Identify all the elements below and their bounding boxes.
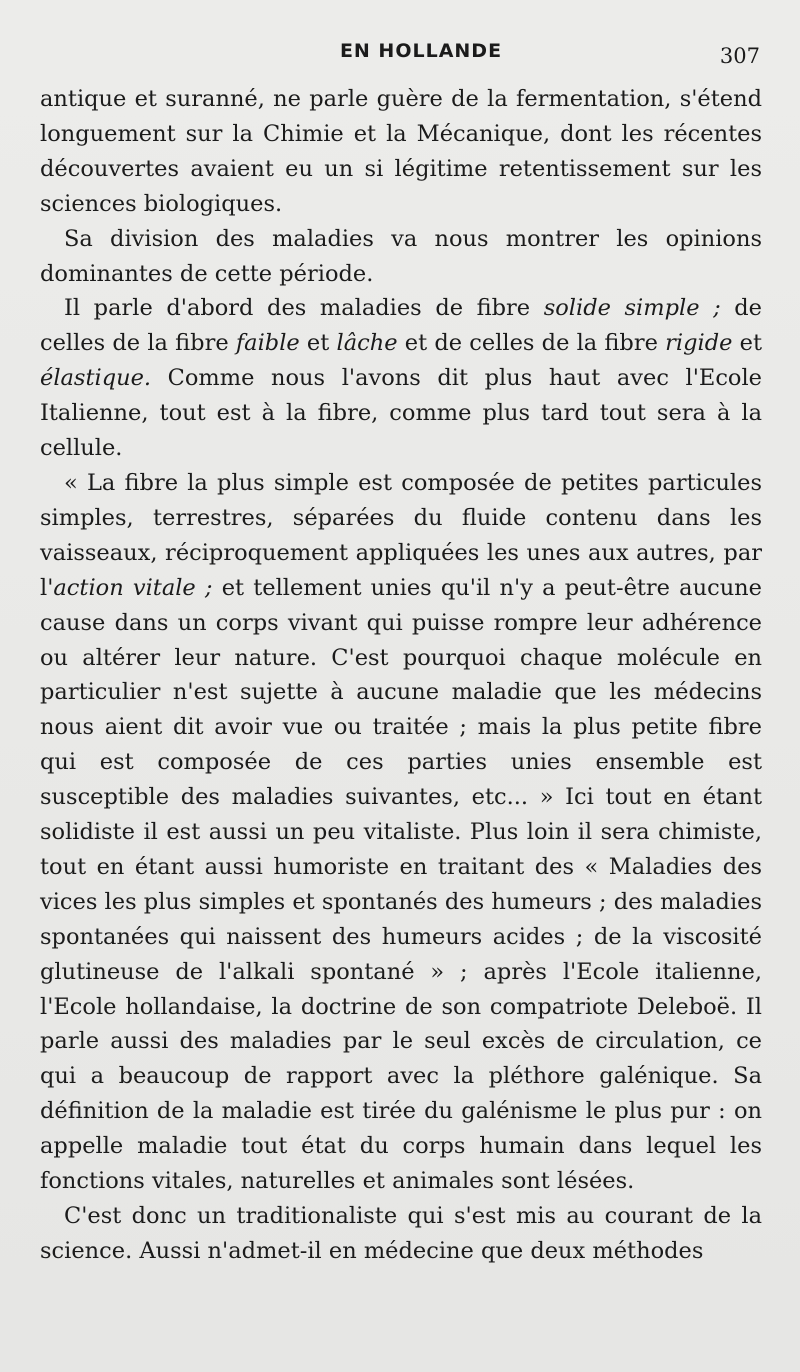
- paragraph-5: [40, 1199, 762, 1269]
- text-run: Il parle d'abord des maladies de fibre: [64, 295, 544, 322]
- italic-text: solide simple ;: [543, 295, 721, 322]
- italic-text: élastique.: [40, 365, 152, 392]
- text-run: antique et suranné, ne parle guère de la fermentation, s'étend longuement sur la Chimie et la Mécanique, dont les récentes découvertes avaient eu un si légitime retentissement sur les sciences biologiques.: [40, 86, 762, 217]
- text-run: et tellement unies qu'il n'y a peut-être aucune cause dans un corps vivant qui puisse rompre leur adhérence ou altérer leur nature. C'est pourquoi chaque molécule en particulier n'est sujette à aucune maladie que les médecins nous aient dit avoir vue ou traitée ; mais la plus petite fibre qui est composée de ces parties unies ensemble est susceptible des maladies suivantes, etc... » Ici tout en étant solidiste il est aussi un peu vitaliste. Plus loin il sera chimiste, tout en étant aussi humoriste en traitant des « Maladies des vices les plus simples et spontanés des humeurs ; des maladies spontanées qui naissent des humeurs acides ; de la viscosité glutineuse de l'alkali spontané » ; après l'Ecole italienne, l'Ecole hollandaise, la doctrine de son compatriote Deleboë. Il parle aussi des maladies par le seul excès de circulation, ce qui a beaucoup de rapport avec la pléthore galénique. Sa définition de la maladie est tirée du galénisme le plus pur : on appelle maladie tout état du corps humain dans lequel les fonctions vitales, naturelles et animales sont lésées.: [40, 574, 762, 1195]
- running-title: EN HOLLANDE: [339, 40, 503, 62]
- running-head: [40, 40, 762, 80]
- text-run: et de celles de la fibre: [397, 330, 666, 357]
- paragraph-1: [40, 82, 762, 222]
- text-run: C'est donc un traditionaliste qui s'est mis au courant de la science. Aussi n'admet-il en médecine que deux méthodes: [40, 1203, 762, 1264]
- text-run: Comme nous l'avons dit plus haut avec l'Ecole Italienne, tout est à la fibre, comme plus tard tout sera à la cellule.: [40, 365, 762, 462]
- body-text: [40, 82, 762, 1269]
- page-number: 307: [719, 44, 760, 68]
- paragraph-3: [40, 291, 762, 466]
- text-run: et: [732, 330, 762, 357]
- italic-text: rigide: [665, 330, 733, 357]
- text-run: et: [299, 330, 337, 357]
- italic-text: lâche: [336, 330, 398, 357]
- paragraph-2: [40, 222, 762, 292]
- text-run: « La fibre la plus simple est composée de petites particules simples, terrestres, séparées du fluide contenu dans les vaisseaux, réciproquement appliquées les unes aux autres, par l': [40, 469, 762, 601]
- italic-text: faible: [235, 330, 300, 357]
- paragraph-4: [40, 466, 762, 1199]
- italic-text: action vitale ;: [53, 574, 213, 601]
- text-run: Sa division des maladies va nous montrer les opinions dominantes de cette période.: [40, 225, 762, 287]
- text-run: de celles de la fibre: [40, 295, 762, 357]
